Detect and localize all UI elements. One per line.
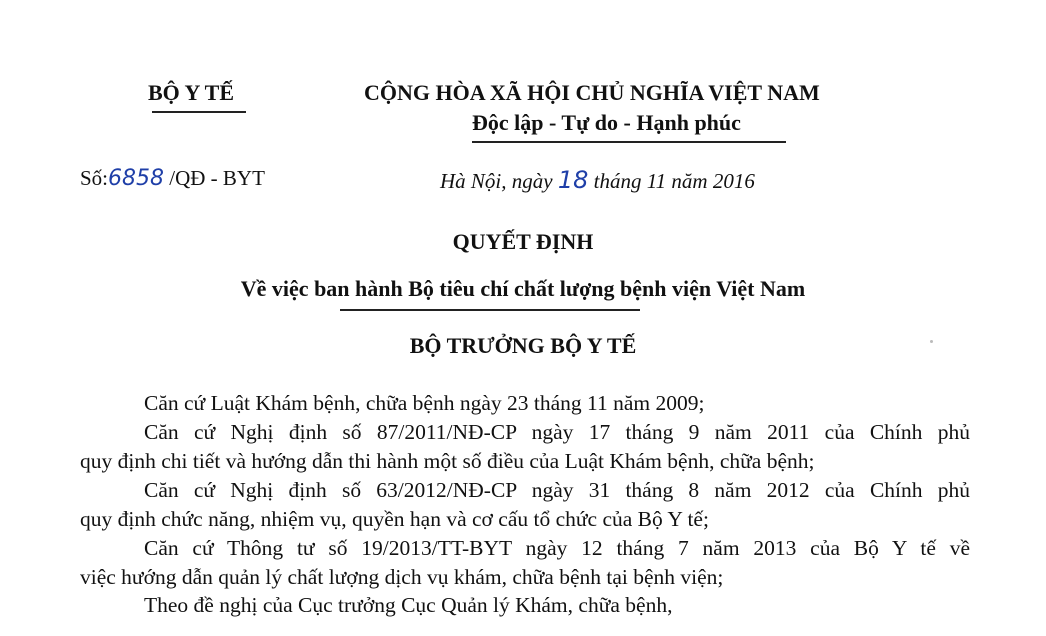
motto-underline bbox=[472, 141, 786, 143]
doc-number-prefix: Số: bbox=[80, 166, 109, 190]
doc-number-suffix: /QĐ - BYT bbox=[169, 166, 265, 190]
date-line bbox=[440, 166, 755, 194]
preamble-line-5: Theo đề nghị của Cục trưởng Cục Quản lý Khám, chữa bệnh, bbox=[144, 593, 673, 617]
subject-underline bbox=[340, 309, 640, 311]
issuer-title: BỘ TRƯỞNG BỘ Y TẾ bbox=[409, 333, 637, 358]
ministry-underline bbox=[152, 111, 246, 113]
preamble-line-2-cont: quy định chi tiết và hướng dẫn thi hành một số điều của Luật Khám bệnh, chữa bệnh; bbox=[80, 449, 815, 473]
preamble-line-3-cont: quy định chức năng, nhiệm vụ, quyền hạn và cơ cấu tổ chức của Bộ Y tế; bbox=[80, 507, 709, 531]
decision-subject: Về việc ban hành Bộ tiêu chí chất lượng bệnh viện Việt Nam bbox=[240, 276, 806, 301]
doc-number-handwritten: 6858 bbox=[108, 166, 165, 191]
date-suffix: tháng 11 năm 2016 bbox=[593, 169, 755, 193]
date-handwritten-day: 18 bbox=[557, 166, 589, 194]
ministry-name: BỘ Y TẾ bbox=[148, 80, 234, 105]
preamble-line-3: Căn cứ Nghị định số 63/2012/NĐ-CP ngày 31 tháng 8 năm 2012 của Chính phủ bbox=[144, 478, 970, 502]
document-number bbox=[80, 166, 265, 191]
preamble-line-4: Căn cứ Thông tư số 19/2013/TT-BYT ngày 12 tháng 7 năm 2013 của Bộ Y tế về bbox=[144, 536, 970, 560]
national-motto: Độc lập - Tự do - Hạnh phúc bbox=[472, 110, 741, 135]
preamble-line-2: Căn cứ Nghị định số 87/2011/NĐ-CP ngày 17 tháng 9 năm 2011 của Chính phủ bbox=[144, 420, 970, 444]
republic-name: CỘNG HÒA XÃ HỘI CHỦ NGHĨA VIỆT NAM bbox=[364, 80, 820, 105]
preamble-line-4-cont: việc hướng dẫn quản lý chất lượng dịch vụ khám, chữa bệnh tại bệnh viện; bbox=[80, 565, 724, 589]
preamble-line-1: Căn cứ Luật Khám bệnh, chữa bệnh ngày 23 tháng 11 năm 2009; bbox=[144, 391, 705, 415]
date-prefix: Hà Nội, ngày bbox=[440, 169, 553, 193]
scan-speck bbox=[930, 340, 933, 343]
decision-title: QUYẾT ĐỊNH bbox=[452, 229, 594, 254]
